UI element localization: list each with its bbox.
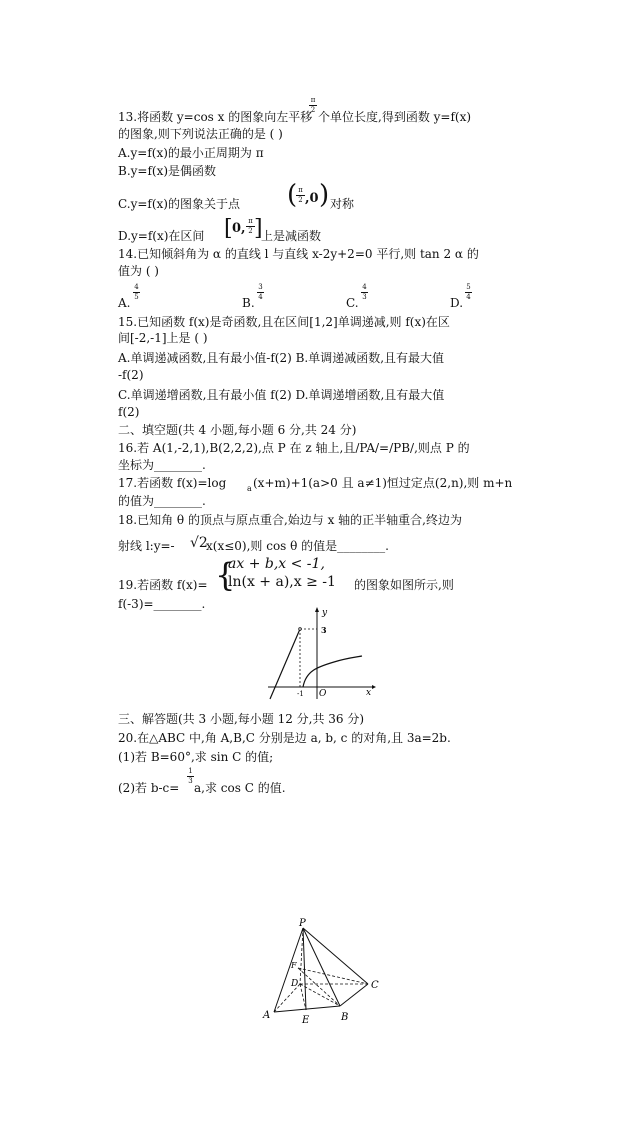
q13-line-2: 的图象,则下列说法正确的是 ( ): [118, 127, 283, 141]
q15-options-cd-cont: f(2): [118, 405, 140, 419]
q14-option-c-label: C.: [346, 296, 359, 310]
q19-line-1a: 19.若函数 f(x)=: [118, 578, 208, 592]
q18-line-2a: 射线 l:y=-: [118, 539, 175, 553]
frac-den: 2: [298, 196, 303, 204]
q14-option-b-label: B.: [242, 296, 255, 310]
q14-option-d-frac: [465, 284, 472, 301]
frac-den: 4: [466, 293, 471, 301]
vertex-p-label: P: [299, 918, 306, 929]
q20-fraction-1-3: [187, 768, 194, 785]
x-axis-label: x: [366, 688, 372, 698]
comma: ,: [241, 221, 246, 236]
q16-line-1: 16.若 A(1,-2,1),B(2,2,2),点 P 在 z 轴上,且/PA/=/PB/,则点 P 的: [118, 441, 470, 455]
q17-line-1b: (x+m)+1(a>0 且 a≠1)恒过定点(2,n),则 m+n: [253, 476, 513, 490]
q13-option-c-start: C.y=f(x)的图象关于点: [118, 197, 240, 211]
vertex-b-label: B: [341, 1012, 349, 1023]
frac-num: 4: [134, 283, 139, 291]
q17-line-1a: 17.若函数 f(x)=log: [118, 476, 227, 490]
q13-option-c-frac: [296, 187, 305, 204]
q19-line-1b: 的图象如图所示,则: [354, 578, 454, 592]
edge-ab: [274, 1006, 340, 1012]
q13-fraction-pi-over-2: [309, 97, 317, 114]
q13-option-c-end: 对称: [330, 197, 355, 211]
y-axis-arrow: [315, 607, 319, 612]
q13-line-1b: 个单位长度,得到函数 y=f(x): [318, 110, 472, 124]
q14-option-a-frac: [133, 284, 140, 301]
q14-line-1: 14.已知倾斜角为 α 的直线 l 与直线 x-2y+2=0 平行,则 tan 2 α 的: [118, 247, 479, 261]
q13-frac-num: π: [310, 96, 316, 104]
q13-option-a: A.y=f(x)的最小正周期为 π: [118, 146, 264, 160]
edge-pa: [274, 928, 303, 1012]
q17-log-base: a: [247, 484, 252, 493]
q19-piece-1: ax + b,x < -1,: [228, 556, 325, 572]
q20-part-1: (1)若 B=60°,求 sin C 的值;: [118, 750, 274, 764]
q13-option-c-lparen: (: [287, 180, 298, 210]
q13-option-b: B.y=f(x)是偶函数: [118, 164, 217, 178]
q13-option-d-rbracket: ]: [254, 216, 263, 241]
pyramid-figure: [258, 918, 388, 1030]
log-branch: [303, 656, 362, 687]
x-tick-neg1: -1: [297, 690, 304, 698]
q13-option-d-lbracket: [: [224, 216, 233, 241]
q17-line-2: 的值为________.: [118, 494, 206, 508]
open-endpoint: [299, 628, 302, 631]
q14-line-2: 值为 ( ): [118, 264, 159, 278]
q19-function-graph: [262, 605, 382, 700]
frac-den: 2: [248, 227, 253, 235]
edge-pb: [303, 928, 340, 1006]
q14-option-d-label: D.: [450, 296, 464, 310]
frac-num: π: [248, 217, 253, 225]
frac-den: 3: [188, 777, 193, 785]
q15-options-cd: C.单调递增函数,且有最小值 f(2) D.单调递增函数,且有最大值: [118, 388, 445, 402]
vertex-c-label: C: [371, 980, 379, 991]
q15-line-1: 15.已知函数 f(x)是奇函数,且在区间[1,2]单调递减,则 f(x)在区: [118, 315, 450, 329]
q20-part-2a: (2)若 b-c=: [118, 781, 180, 795]
q16-line-2: 坐标为________.: [118, 458, 206, 472]
q14-option-a-label: A.: [118, 296, 131, 310]
q13-frac-den: 2: [310, 106, 316, 114]
q13-option-c-rparen: ): [319, 180, 330, 210]
q18-line-1: 18.已知角 θ 的顶点与原点重合,始边与 x 轴的正半轴重合,终边为: [118, 513, 462, 527]
q19-piece-2: ln(x + a),x ≥ -1: [228, 574, 336, 590]
frac-den: 5: [134, 293, 139, 301]
frac-num: 3: [258, 283, 263, 291]
zero: 0: [232, 221, 242, 236]
left-branch: [270, 629, 300, 699]
edge-bc: [340, 984, 368, 1006]
q13-option-d-zero: [232, 222, 246, 236]
y-axis-label: y: [322, 608, 328, 618]
frac-num: π: [298, 186, 303, 194]
section-3-heading: 三、解答题(共 3 小题,每小题 12 分,共 36 分): [118, 712, 365, 726]
q14-option-b-frac: [257, 284, 264, 301]
x-axis-arrow: [372, 685, 376, 689]
frac-num: 4: [362, 283, 367, 291]
origin-label: O: [319, 689, 327, 699]
q13-option-c-point: [305, 192, 319, 206]
q15-line-2: 间[-2,-1]上是 ( ): [118, 331, 208, 345]
q15-options-ab-cont: -f(2): [118, 368, 144, 382]
zero: 0: [309, 191, 319, 206]
frac-den: 4: [258, 293, 263, 301]
vertex-e-label: E: [302, 1015, 310, 1026]
frac-num: 5: [466, 283, 471, 291]
comma: ,: [305, 191, 310, 206]
edge-pc: [303, 928, 368, 984]
vertex-f-label: F: [291, 961, 297, 970]
q19-brace: {: [215, 556, 236, 594]
q18-line-2b: x(x≤0),则 cos θ 的值是________.: [206, 539, 389, 553]
q20-line-1: 20.在△ABC 中,角 A,B,C 分别是边 a, b, c 的对角,且 3a=2b.: [118, 731, 451, 745]
y-tick-3: 3: [321, 625, 327, 635]
vertex-a-label: A: [263, 1010, 271, 1021]
q18-sqrt2: √2: [190, 535, 208, 551]
q13-option-d-start: D.y=f(x)在区间: [118, 229, 205, 243]
q13-option-d-end: 上是减函数: [261, 229, 322, 243]
frac-den: 3: [362, 293, 367, 301]
vertex-d-label: D: [291, 979, 299, 989]
edge-fc-dashed: [298, 968, 368, 984]
q15-options-ab: A.单调递减函数,且有最小值-f(2) B.单调递减函数,且有最大值: [118, 351, 445, 365]
q13-line-1a: 13.将函数 y=cos x 的图象向左平移: [118, 110, 313, 124]
q19-line-2: f(-3)=________.: [118, 597, 206, 611]
section-2-heading: 二、填空题(共 4 小题,每小题 6 分,共 24 分): [118, 423, 357, 437]
q20-part-2b: a,求 cos C 的值.: [194, 781, 286, 795]
q14-option-c-frac: [361, 284, 368, 301]
frac-num: 1: [188, 767, 193, 775]
